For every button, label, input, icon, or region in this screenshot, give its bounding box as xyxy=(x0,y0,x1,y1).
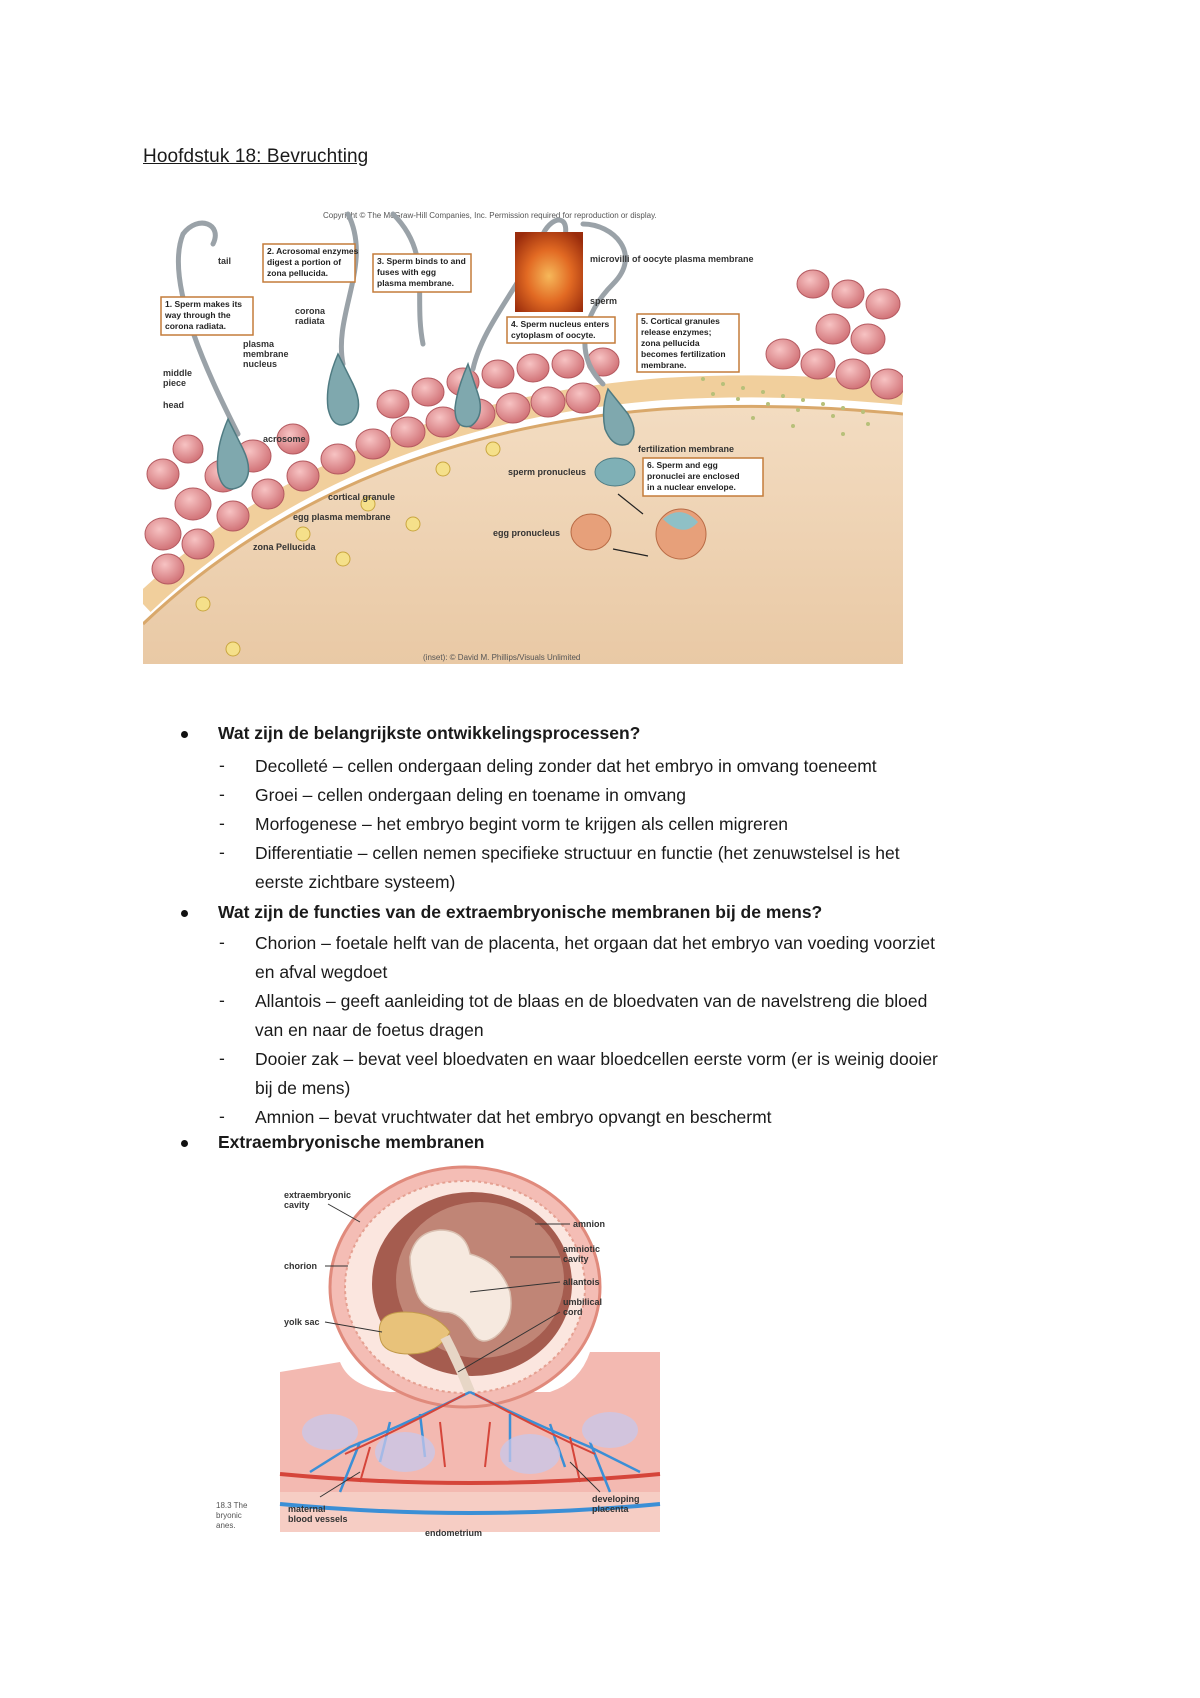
svg-text:4. Sperm nucleus enters: 4. Sperm nucleus enters xyxy=(511,319,610,329)
svg-text:blood vessels: blood vessels xyxy=(288,1514,348,1524)
label-fertilization-membrane: fertilization membrane xyxy=(638,444,735,454)
label-developing-placenta: developing xyxy=(592,1494,640,1504)
svg-text:release enzymes;: release enzymes; xyxy=(641,327,712,337)
svg-text:piece: piece xyxy=(163,378,187,388)
item-chorion: Chorion – foetale helft van de placenta, het orgaan dat het embryo van voeding voorziet en afval wegdoet xyxy=(255,933,936,982)
label-amnion: amnion xyxy=(573,1219,606,1229)
label-head: head xyxy=(163,400,185,410)
svg-text:in a nuclear envelope.: in a nuclear envelope. xyxy=(647,482,736,492)
item-groei: Groei – cellen ondergaan deling en toename in omvang xyxy=(255,785,686,805)
label-extraembryonic-cavity: extraembryonic xyxy=(284,1190,352,1200)
label-sperm-pronucleus: sperm pronucleus xyxy=(508,467,587,477)
question-membranes: Wat zijn de functies van de extraembryonische membranen bij de mens? xyxy=(218,902,823,922)
svg-text:fuses with egg: fuses with egg xyxy=(377,267,437,277)
bullet xyxy=(181,910,188,917)
svg-text:cavity: cavity xyxy=(563,1254,589,1264)
svg-text:membrane: membrane xyxy=(243,349,289,359)
item-morfogenese: Morfogenese – het embryo begint vorm te krijgen als cellen migreren xyxy=(255,814,789,834)
label-allantois: allantois xyxy=(563,1277,600,1287)
svg-text:cytoplasm of oocyte.: cytoplasm of oocyte. xyxy=(511,330,596,340)
label-sperm: sperm xyxy=(590,296,618,306)
label-egg-plasma-membrane: egg plasma membrane xyxy=(293,512,391,522)
label-middle-piece: middle xyxy=(163,368,193,378)
fertilization-figure xyxy=(143,204,903,664)
svg-text:cavity: cavity xyxy=(284,1200,310,1210)
item-differentiatie: Differentiatie – cellen nemen specifieke structuur en functie (het zenuwstelsel is het eerste zichtbare systeem) xyxy=(255,843,900,892)
svg-text:digest a portion of: digest a portion of xyxy=(267,257,342,267)
step-box-1 xyxy=(161,297,253,335)
extraembryonic-figure xyxy=(210,1162,670,1542)
label-nucleus: nucleus xyxy=(243,359,278,369)
svg-text:5. Cortical granules: 5. Cortical granules xyxy=(641,316,720,326)
micrograph-inset xyxy=(515,232,583,312)
label-maternal-blood-vessels: maternal xyxy=(288,1504,326,1514)
svg-text:radiata: radiata xyxy=(295,316,325,326)
credit-caption: (inset): © David M. Phillips/Visuals Unlimited xyxy=(423,653,581,662)
svg-text:2. Acrosomal enzymes: 2. Acrosomal enzymes xyxy=(267,246,359,256)
label-cortical-granule: cortical granule xyxy=(328,492,396,502)
item-decollete: Decolleté – cellen ondergaan deling zonder dat het embryo in omvang toeneemt xyxy=(255,756,877,776)
svg-text:6. Sperm and egg: 6. Sperm and egg xyxy=(647,460,718,470)
label-tail: tail xyxy=(218,256,232,266)
svg-text:way through the: way through the xyxy=(165,310,231,320)
bullet xyxy=(181,731,188,738)
svg-text:anes.: anes. xyxy=(216,1521,236,1530)
egg-pronucleus xyxy=(571,514,611,550)
question-development: Wat zijn de belangrijkste ontwikkelingsprocessen? xyxy=(218,723,641,743)
step-box-4 xyxy=(507,317,615,343)
svg-text:1. Sperm makes its: 1. Sperm makes its xyxy=(165,299,243,309)
svg-text:3. Sperm binds to and: 3. Sperm binds to and xyxy=(377,256,466,266)
svg-text:plasma membrane.: plasma membrane. xyxy=(377,278,455,288)
item-amnion: Amnion – bevat vruchtwater dat het embryo opvangt en beschermt xyxy=(255,1107,772,1127)
svg-text:cord: cord xyxy=(563,1307,583,1317)
step-box-3 xyxy=(373,254,471,292)
step-box-6 xyxy=(643,458,763,496)
svg-text:bryonic: bryonic xyxy=(216,1511,242,1520)
svg-text:pronuclei are enclosed: pronuclei are enclosed xyxy=(647,471,740,481)
label-yolk-sac: yolk sac xyxy=(284,1317,320,1327)
label-microvilli: microvilli of oocyte plasma membrane xyxy=(590,254,754,264)
figure-caption-fragment: 18.3 The xyxy=(216,1501,248,1510)
label-amniotic-cavity: amniotic xyxy=(563,1244,601,1254)
item-allantois: Allantois – geeft aanleiding tot de blaas en de bloedvaten van de navelstreng die bloed van en naar de foetus dragen xyxy=(255,991,928,1040)
label-egg-pronucleus: egg pronucleus xyxy=(493,528,561,538)
svg-text:zona pellucida.: zona pellucida. xyxy=(267,268,328,278)
heading-extraembryonic: Extraembryonische membranen xyxy=(218,1132,485,1152)
svg-text:zona pellucida: zona pellucida xyxy=(641,338,700,348)
label-zona-pellucida: zona Pellucida xyxy=(253,542,316,552)
step-box-2 xyxy=(263,244,359,282)
item-dooier-zak: Dooier zak – bevat veel bloedvaten en waar bloedcellen eerste vorm (er is weinig dooier bij de mens) xyxy=(255,1049,938,1098)
label-endometrium: endometrium xyxy=(425,1528,483,1538)
step-box-5 xyxy=(637,314,739,372)
label-corona: corona xyxy=(295,306,326,316)
label-plasma-membrane: plasma xyxy=(243,339,275,349)
svg-text:placenta: placenta xyxy=(592,1504,629,1514)
svg-text:becomes fertilization: becomes fertilization xyxy=(641,349,726,359)
label-umbilical-cord: umbilical xyxy=(563,1297,603,1307)
page-title: Hoofdstuk 18: Bevruchting xyxy=(143,146,369,167)
svg-text:membrane.: membrane. xyxy=(641,360,687,370)
copyright-caption: Copyright © The McGraw-Hill Companies, Inc. Permission required for reproduction or display. xyxy=(323,211,657,220)
bullet xyxy=(181,1140,188,1147)
sperm-pronucleus xyxy=(595,458,635,486)
label-acrosome: acrosome xyxy=(263,434,306,444)
label-chorion: chorion xyxy=(284,1261,317,1271)
svg-text:corona radiata.: corona radiata. xyxy=(165,321,226,331)
